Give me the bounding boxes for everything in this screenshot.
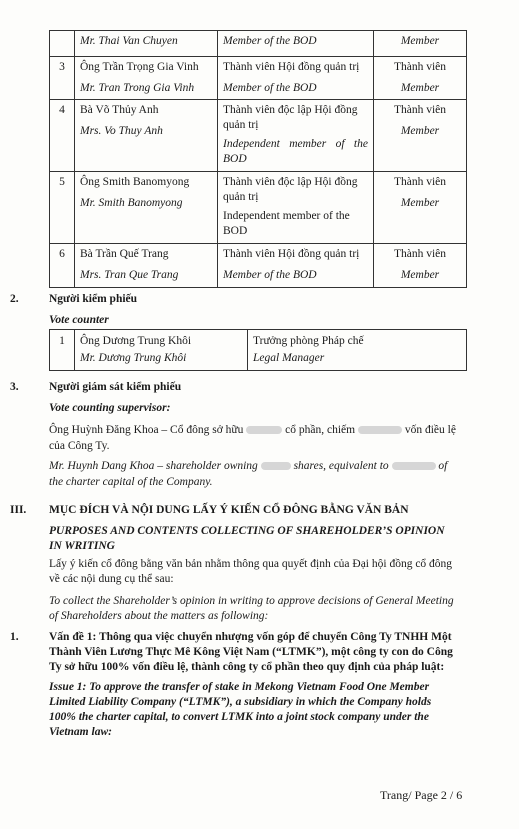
section-iii-body-en-line-2: of Shareholders about the matters as following: — [49, 610, 269, 622]
redacted-shares — [246, 426, 282, 434]
counter-role-vi: Trưởng phòng Pháp chế — [253, 335, 364, 347]
member-title-en: Member — [400, 35, 440, 47]
table-row — [50, 330, 467, 371]
section-3-title-vi: Người giám sát kiểm phiếu — [49, 381, 182, 393]
issue-1-en-line-3: 100% the charter capital, to convert LTMK into a joint stock company under the — [49, 711, 429, 723]
supervisor-en-part-b: shares, equivalent to — [293, 460, 389, 472]
table-row — [50, 172, 467, 244]
member-name-cell — [75, 57, 218, 100]
member-title-en: Member — [400, 269, 440, 281]
supervisor-en-part-c: of — [438, 460, 448, 472]
row-number: 1 — [50, 330, 75, 371]
member-role-en: Member of the BOD — [223, 35, 317, 47]
member-name-cell — [75, 244, 218, 288]
member-name-vi: Ông Smith Banomyong — [80, 176, 190, 188]
board-members-table — [49, 30, 467, 288]
issue-1-en-line-1: Issue 1: To approve the transfer of stake in Mekong Vietnam Food One Member — [49, 681, 430, 693]
member-role-en: Member of the BOD — [223, 82, 317, 94]
issue-1-vi-line-2: Thành Viên Lương Thực Mê Kông Việt Nam (“LTMK”), một công ty con do Công — [49, 646, 453, 658]
member-name-en: Mrs. Vo Thuy Anh — [80, 125, 163, 137]
table-row — [50, 244, 467, 288]
member-role-cell — [218, 172, 374, 244]
member-title-cell — [374, 100, 467, 172]
redacted-percent — [358, 426, 402, 434]
member-role-cell — [218, 31, 374, 57]
member-name-en: Mr. Smith Banomyong — [80, 197, 183, 209]
section-iii-title-en-line-2: IN WRITING — [49, 540, 115, 552]
section-2-title-vi: Người kiểm phiếu — [49, 293, 138, 305]
member-title-en: Member — [400, 82, 440, 94]
row-number: 6 — [50, 244, 75, 288]
table-row — [50, 57, 467, 100]
row-number: 3 — [50, 57, 75, 100]
section-iii-title-en-line-1: PURPOSES AND CONTENTS COLLECTING OF SHAREHOLDER’S OPINION — [49, 525, 445, 537]
issue-1-number: 1. — [10, 631, 19, 643]
member-name-en: Mr. Tran Trong Gia Vinh — [80, 82, 195, 94]
member-role-vi: Thành viên Hội đồng quản trị — [223, 61, 360, 73]
member-role-cell — [218, 57, 374, 100]
section-2-number: 2. — [10, 293, 19, 305]
member-name-cell — [75, 100, 218, 172]
supervisor-vi-part-a: Ông Huỳnh Đăng Khoa – Cổ đông sở hữu — [49, 424, 244, 436]
issue-1-vi-line-1: Vấn đề 1: Thông qua việc chuyển nhượng vốn góp để chuyển Công Ty TNHH Một — [49, 631, 452, 643]
counter-role-cell — [248, 330, 467, 371]
section-iii-body-vi-line-1: Lấy ý kiến cổ đông bằng văn bản nhằm thông qua quyết định của Đại hội đồng cổ đông — [49, 558, 453, 570]
member-role-vi: Thành viên độc lập Hội đồng quản trị — [223, 104, 358, 131]
member-title-cell — [374, 57, 467, 100]
member-role-en: Independent member of the BOD — [223, 138, 368, 165]
member-name-en: Mr. Thai Van Chuyen — [80, 35, 178, 47]
member-name-cell — [75, 31, 218, 57]
row-number: 4 — [50, 100, 75, 172]
member-role-vi: Thành viên Hội đồng quản trị — [223, 248, 360, 260]
member-title-vi: Thành viên — [393, 61, 447, 73]
redacted-shares — [261, 462, 291, 470]
section-3-title-en: Vote counting supervisor: — [49, 402, 171, 414]
section-iii-title-vi: MỤC ĐÍCH VÀ NỘI DUNG LẤY Ý KIẾN CỔ ĐÔNG BẰNG VĂN BẢN — [49, 504, 409, 516]
issue-1-vi-line-3: Ty sở hữu 100% vốn điều lệ, thành công ty cổ phần theo quy định của pháp luật: — [49, 661, 445, 673]
section-2-title-en: Vote counter — [49, 314, 109, 326]
counter-name-vi: Ông Dương Trung Khôi — [80, 335, 192, 347]
member-role-vi: Thành viên độc lập Hội đồng quản trị — [223, 176, 358, 203]
member-title-en: Member — [400, 197, 440, 209]
member-name-cell — [75, 172, 218, 244]
member-title-vi: Thành viên — [393, 176, 447, 188]
supervisor-vi-part-c: vốn điều lệ — [404, 424, 456, 436]
member-name-vi: Bà Trần Quế Trang — [80, 248, 169, 260]
section-iii-body-vi-line-2: về các nội dung cụ thể sau: — [49, 573, 174, 585]
member-title-cell — [374, 172, 467, 244]
issue-1-en-line-2: Limited Liability Company (“LTMK”), a subsidiary in which the Company holds — [49, 696, 432, 708]
supervisor-en-part-d: the charter capital of the Company. — [49, 476, 213, 488]
member-title-cell — [374, 244, 467, 288]
page-number: Trang/ Page 2 / 6 — [380, 788, 463, 802]
table-row — [50, 31, 467, 57]
section-iii-body-en-line-1: To collect the Shareholder’s opinion in writing to approve decisions of General Meeting — [49, 595, 454, 607]
member-name-en: Mrs. Tran Que Trang — [80, 269, 179, 281]
member-name-vi: Bà Võ Thủy Anh — [80, 104, 159, 116]
row-number — [50, 31, 75, 57]
member-role-cell — [218, 244, 374, 288]
member-title-en: Member — [400, 125, 440, 137]
section-iii-number: III. — [10, 504, 27, 516]
member-role-en: Independent member of the BOD — [223, 210, 350, 237]
supervisor-en-part-a: Mr. Huynh Dang Khoa – shareholder owning — [49, 460, 258, 472]
member-name-vi: Ông Trần Trọng Gia Vinh — [80, 61, 199, 73]
issue-1-en-line-4: Vietnam law: — [49, 726, 112, 738]
row-number: 5 — [50, 172, 75, 244]
supervisor-vi-part-b: cổ phần, chiếm — [285, 424, 356, 436]
member-title-cell — [374, 31, 467, 57]
redacted-percent — [392, 462, 436, 470]
section-3-number: 3. — [10, 381, 19, 393]
vote-counter-table — [49, 329, 467, 371]
supervisor-text-en — [49, 459, 469, 474]
counter-role-en: Legal Manager — [253, 352, 325, 364]
member-role-cell — [218, 100, 374, 172]
member-title-vi: Thành viên — [393, 248, 447, 260]
supervisor-vi-part-d: của Công Ty. — [49, 440, 110, 452]
member-title-vi: Thành viên — [393, 104, 447, 116]
table-row — [50, 100, 467, 172]
counter-name-cell — [75, 330, 248, 371]
counter-name-en: Mr. Dương Trung Khôi — [80, 352, 187, 364]
supervisor-text-vi — [49, 423, 469, 438]
member-role-en: Member of the BOD — [223, 269, 317, 281]
